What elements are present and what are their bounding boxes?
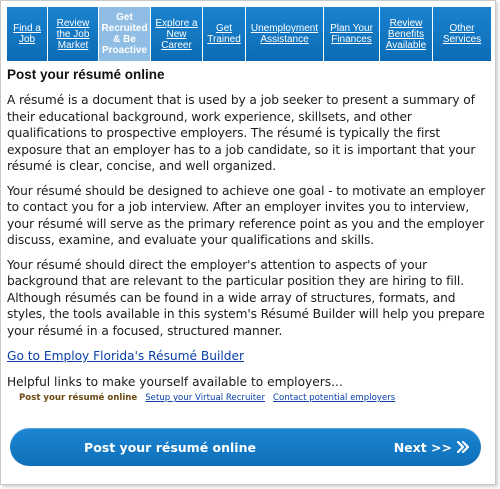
tab-get-recruited[interactable]: Get Recruited & Be Proactive [99,7,151,61]
tab-unemployment-assistance[interactable]: Unemployment Assistance [246,7,324,61]
career-nav-tabs [7,7,491,61]
tab-other-services[interactable]: Other Services [433,7,491,61]
tab-review-benefits-available[interactable]: Review Benefits Available [380,7,433,61]
next-button[interactable] [394,428,469,466]
tab-explore-a-new-career[interactable]: Explore a New Career [151,7,203,61]
next-button-label: Next >> [393,439,452,455]
goal-paragraph: Your résumé should be designed to achieve one goal - to motivate an employer to contact you for a job interview. After an employer invites you to interview, your résumé will serve as the primary reference point as you and the employer discuss, examine, and evaluate your qualifications and skills. [7,183,486,247]
page-title: Post your résumé online [7,67,165,82]
action-bar [10,428,481,466]
main-content [7,67,489,389]
tab-review-the-job-market[interactable]: Review the Job Market [48,7,99,61]
resume-builder-link[interactable]: Go to Employ Florida's Résumé Builder [7,349,244,363]
relevance-paragraph: Your résumé should direct the employer's attention to aspects of your background that are relevant to the particular position they are hiring to fill. Although résumés can be found in a wide array of structures, formats, and styles, the tools available in this system's Résumé Builder will help you prepare your résumé in a focused, structured manner. [7,257,485,338]
helpful-links-text: Helpful links to make yourself available to employers... [7,375,343,389]
intro-paragraph: A résumé is a document that is used by a job seeker to present a summary of their educational background, work experience, skillsets, and other qualifications to prospective employers. The résumé is typically the first exposure that an employer has to a job candidate, so it is important that your résumé is clear, concise, and well organized. [7,93,476,173]
tab-plan-your-finances[interactable]: Plan Your Finances [324,7,380,61]
subnav-setup-virtual-recruiter-link[interactable]: Setup your Virtual Recruiter [145,393,265,403]
tab-get-trained[interactable]: Get Trained [203,7,246,61]
subnav-current: Post your résumé online [19,393,138,403]
tab-find-a-job[interactable]: Find a Job [7,7,48,61]
double-chevron-right-icon [457,441,469,453]
action-bar-title: Post your résumé online [84,439,256,455]
sub-navigation [19,393,395,403]
subnav-contact-employers-link[interactable]: Contact potential employers [273,393,396,403]
